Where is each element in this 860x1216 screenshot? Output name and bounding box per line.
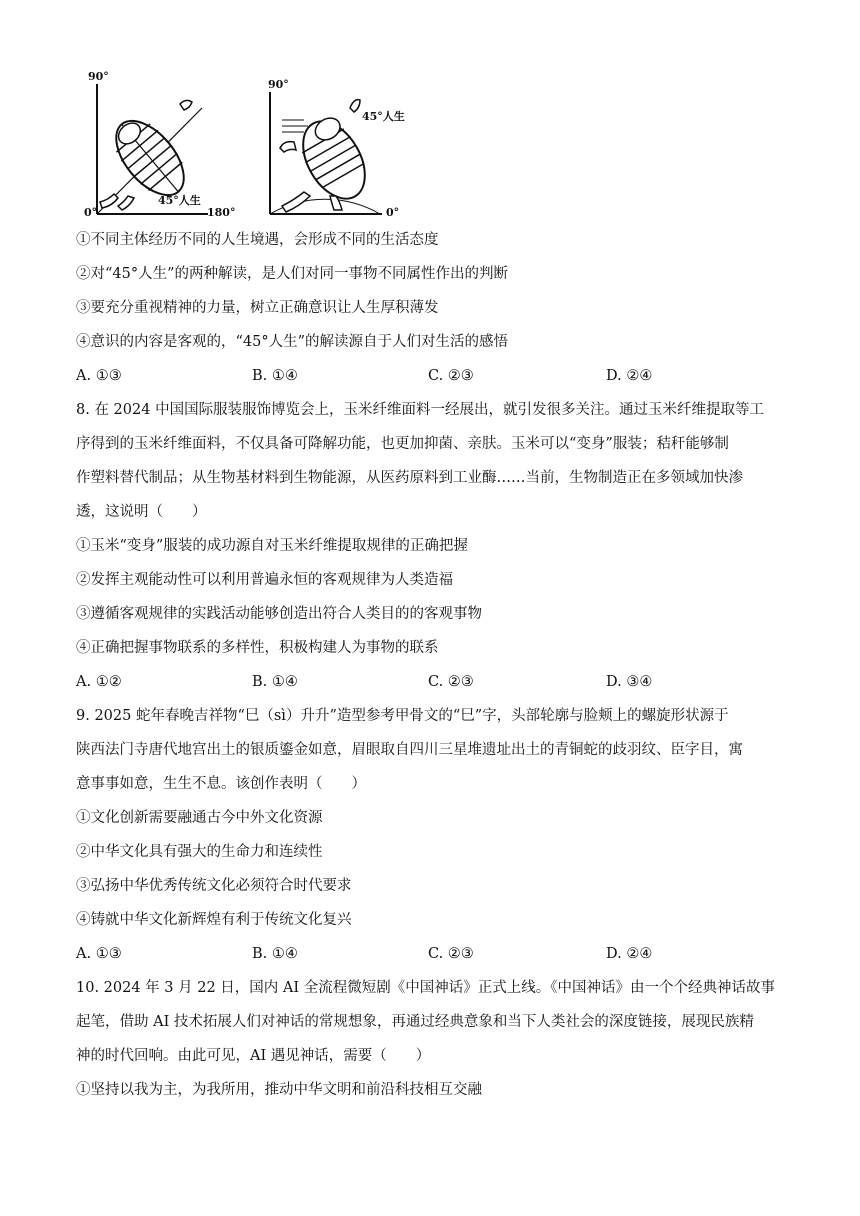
q8-item-2: ②发挥主观能动性可以利用普遍永恒的客观规律为人类造福 xyxy=(76,572,453,588)
q9-item-4: ④铸就中华文化新辉煌有利于传统文化复兴 xyxy=(76,912,352,928)
q10-stem-line-2: 起笔，借助 AI 技术拓展人们对神话的常规想象，再通过经典意象和当下人类社会的深度链接，展现民族精 xyxy=(76,1014,754,1030)
q8-item-1: ①玉米“变身”服装的成功源自对玉米纤维提取规律的正确把握 xyxy=(76,538,468,554)
q8-option-c[interactable]: C. ②③ xyxy=(428,674,474,690)
q9-stem-line-1: 9. 2025 蛇年春晚吉祥物“巳（sì）升升”造型参考甲骨文的“巳”字，头部轮廓与脸颊上的螺旋形状源于 xyxy=(76,708,729,724)
q10-stem-line-1: 10. 2024 年 3 月 22 日，国内 AI 全流程微短剧《中国神话》正式上线。《中国神话》由一个个经典神话故事 xyxy=(76,980,775,996)
q8-options xyxy=(76,672,796,692)
left-figure-0-label: 0° xyxy=(84,206,98,219)
q9-options xyxy=(76,944,796,964)
q8-stem-line-1: 8. 在 2024 中国国际服装服饰博览会上，玉米纤维面料一经展出，就引发很多关注。通过玉米纤维提取等工 xyxy=(76,402,765,418)
q7-item-2: ②对“45°人生”的两种解读，是人们对同一事物不同属性作出的判断 xyxy=(76,266,509,282)
q8-option-b[interactable]: B. ①④ xyxy=(252,674,298,690)
q9-item-2: ②中华文化具有强大的生命力和连续性 xyxy=(76,844,323,860)
q7-item-4: ④意识的内容是客观的，“45°人生”的解读源自于人们对生活的感悟 xyxy=(76,334,509,350)
q7-option-b[interactable]: B. ①④ xyxy=(252,368,298,384)
q8-option-d[interactable]: D. ③④ xyxy=(606,674,653,690)
q8-option-a[interactable]: A. ①② xyxy=(76,674,122,690)
q7-options xyxy=(76,366,796,386)
q7-option-a[interactable]: A. ①③ xyxy=(76,368,122,384)
q9-option-a[interactable]: A. ①③ xyxy=(76,946,122,962)
left-figure-caption: 45°人生 xyxy=(158,194,201,207)
q9-stem-line-2: 陕西法门寺唐代地宫出土的银质鎏金如意，眉眼取自四川三星堆遗址出土的青铜蛇的歧羽纹、臣字目，寓 xyxy=(76,742,743,758)
q7-item-3: ③要充分重视精神的力量，树立正确意识让人生厚积薄发 xyxy=(76,300,439,316)
q7-item-1: ①不同主体经历不同的人生境遇，会形成不同的生活态度 xyxy=(76,232,439,248)
q9-option-c[interactable]: C. ②③ xyxy=(428,946,474,962)
q8-stem-line-3: 作塑料替代制品；从生物基材料到生物能源，从医药原料到工业酶……当前，生物制造正在多领域加快渗 xyxy=(76,470,743,486)
cartoon-figures xyxy=(84,68,444,220)
q8-item-3: ③遵循客观规律的实践活动能够创造出符合人类目的的客观事物 xyxy=(76,606,482,622)
q8-stem-line-2: 序得到的玉米纤维面料，不仅具备可降解功能，也更加抑菌、亲肤。玉米可以“变身”服装；秸秆能够制 xyxy=(76,436,729,452)
right-cartoon-figure xyxy=(264,68,434,220)
left-figure-90-label: 90° xyxy=(88,70,109,83)
left-figure-180-label: 180° xyxy=(207,206,236,219)
q10-stem-line-3: 神的时代回响。由此可见，AI 遇见神话，需要（ ） xyxy=(76,1048,431,1064)
q9-option-b[interactable]: B. ①④ xyxy=(252,946,298,962)
q9-item-1: ①文化创新需要融通古今中外文化资源 xyxy=(76,810,323,826)
q10-item-1: ①坚持以我为主，为我所用，推动中华文明和前沿科技相互交融 xyxy=(76,1082,482,1098)
right-figure-caption: 45°人生 xyxy=(362,110,405,123)
q7-option-d[interactable]: D. ②④ xyxy=(606,368,653,384)
q9-item-3: ③弘扬中华优秀传统文化必须符合时代要求 xyxy=(76,878,352,894)
q8-stem-line-4: 透，这说明（ ） xyxy=(76,504,207,520)
q8-item-4: ④正确把握事物联系的多样性，积极构建人为事物的联系 xyxy=(76,640,439,656)
q9-stem-line-3: 意事事如意，生生不息。该创作表明（ ） xyxy=(76,776,366,792)
q7-option-c[interactable]: C. ②③ xyxy=(428,368,474,384)
q9-option-d[interactable]: D. ②④ xyxy=(606,946,653,962)
right-figure-90-label: 90° xyxy=(268,78,289,91)
left-cartoon-figure xyxy=(84,68,244,220)
right-figure-0-label: 0° xyxy=(386,206,400,219)
